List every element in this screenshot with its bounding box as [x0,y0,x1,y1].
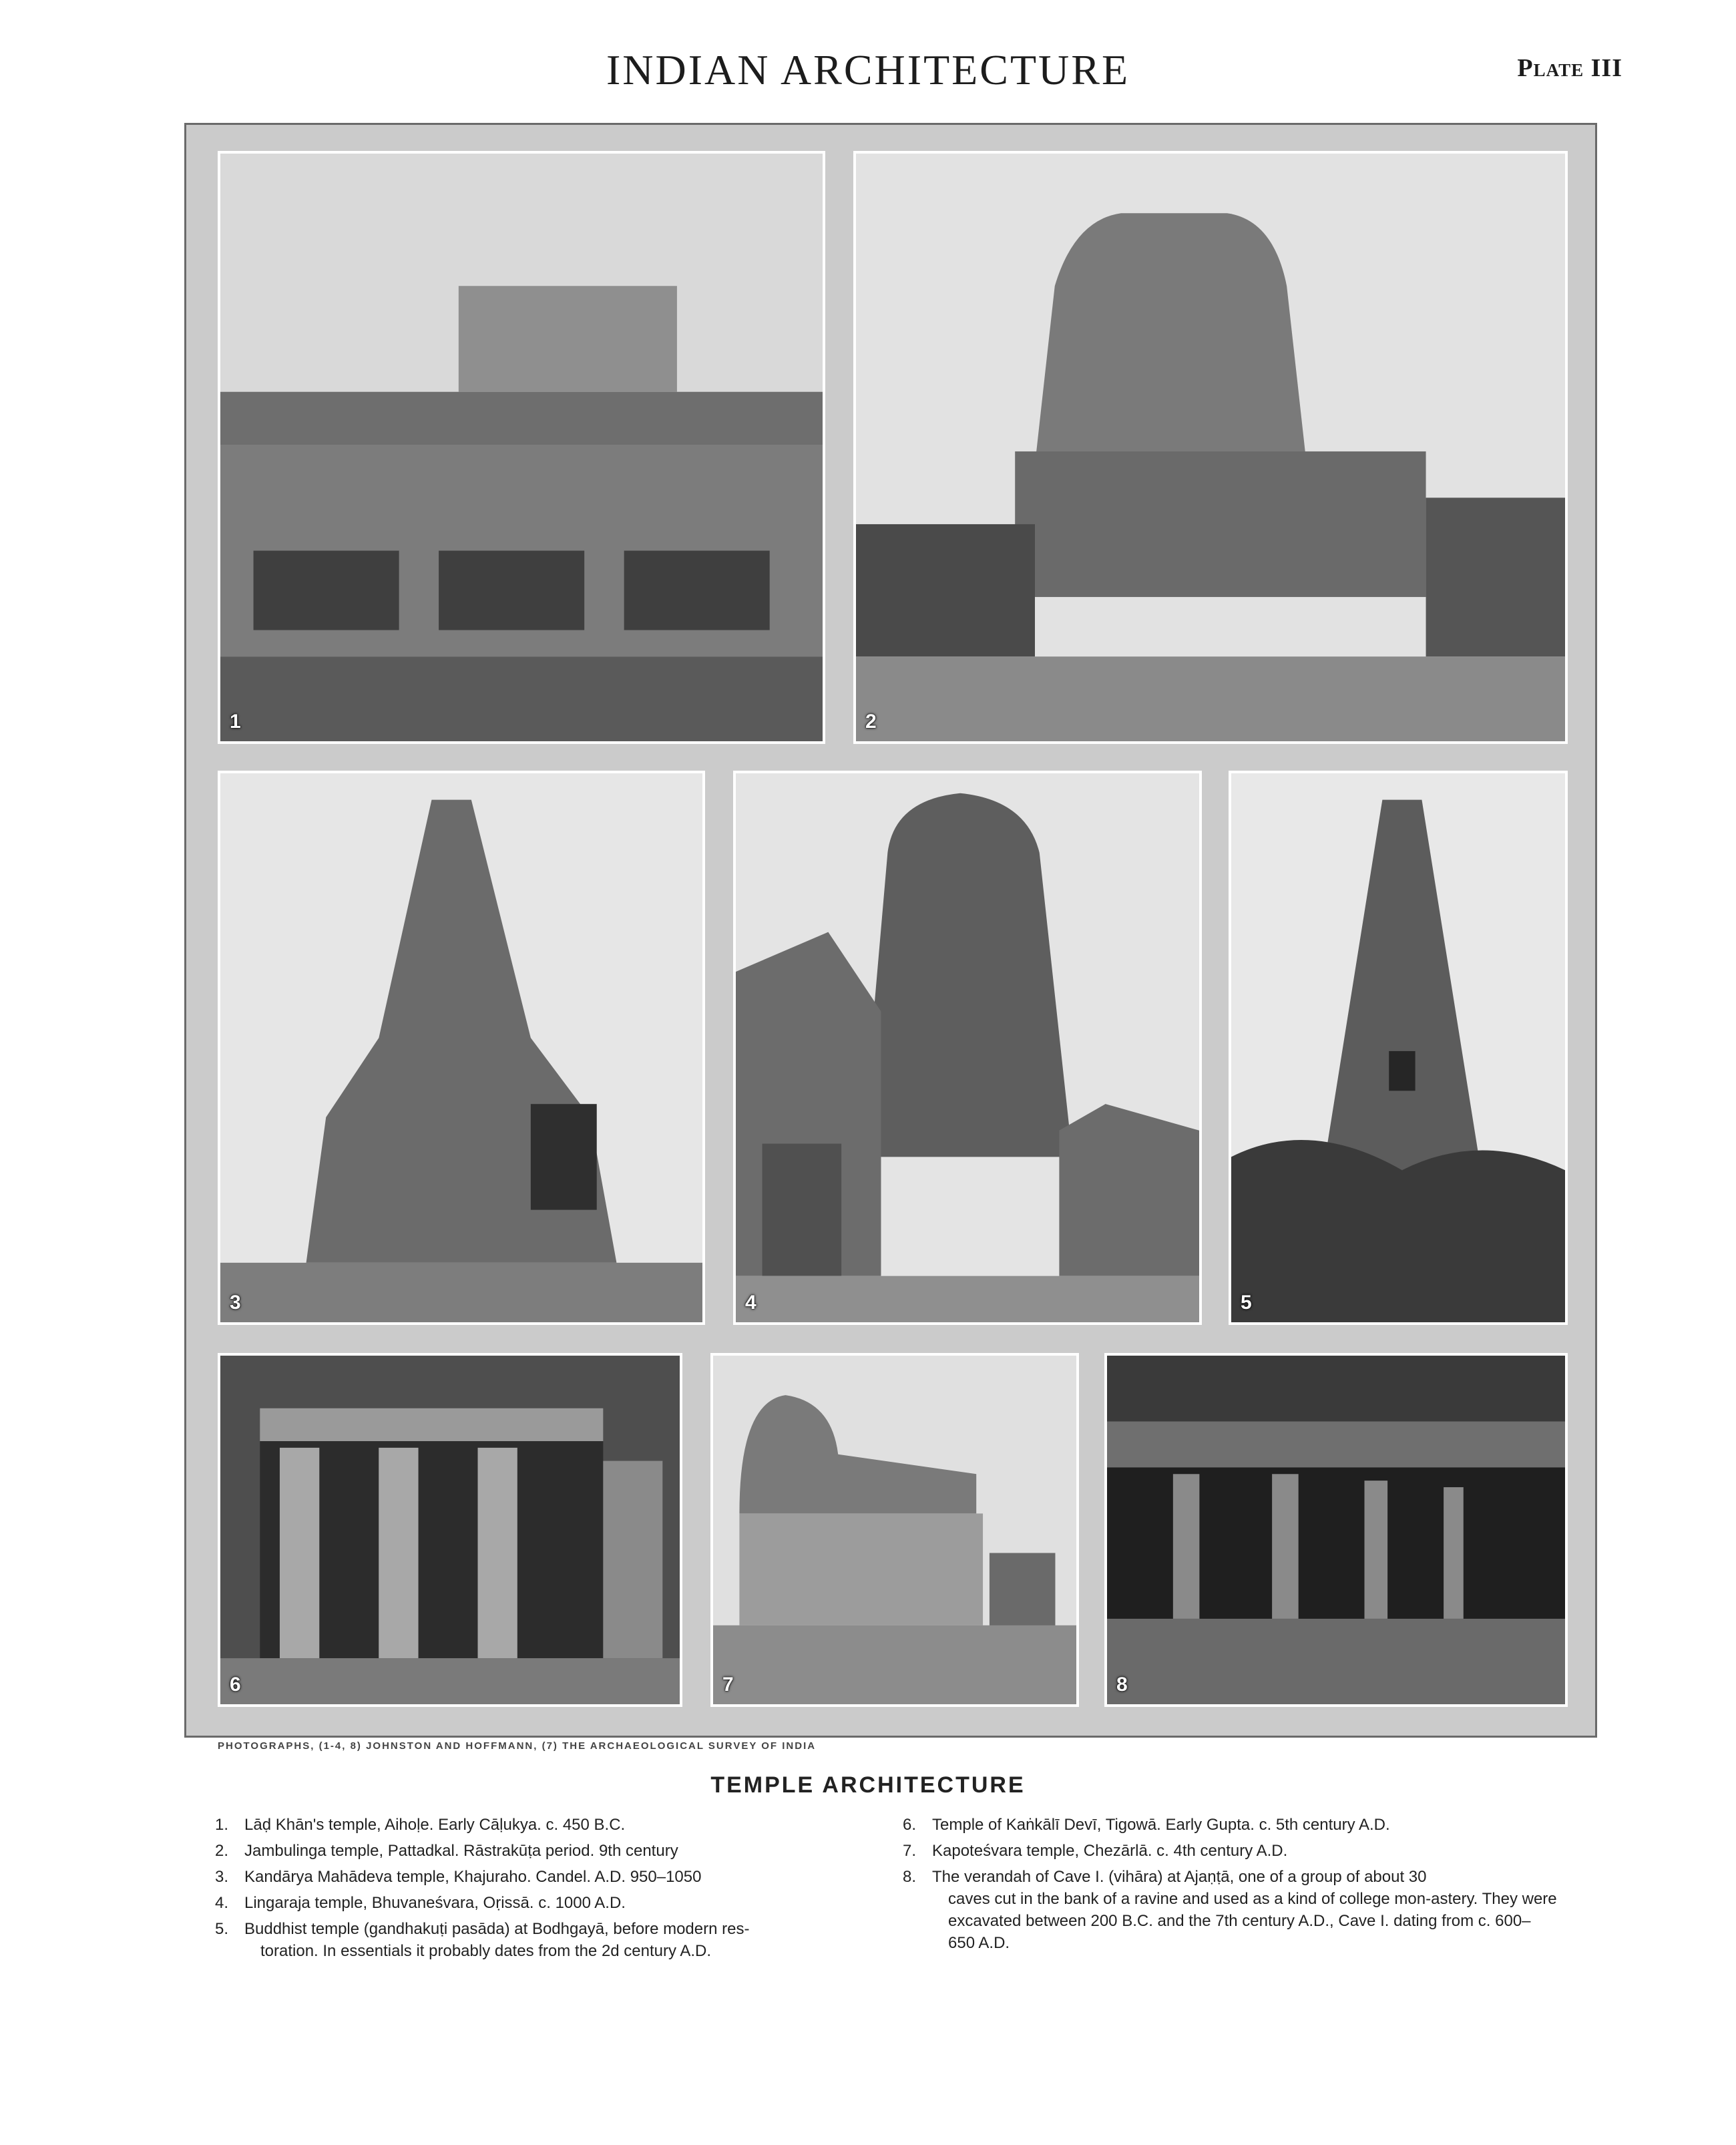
caption-number: 8. [903,1868,917,1886]
caption-text: Kapoteśvara temple, Chezārlā. c. 4th century A.D. [932,1842,1288,1860]
caption-number: 7. [903,1842,917,1860]
caption-item [215,1866,883,1888]
temple-illustration [713,1356,1076,1704]
caption-text [932,1866,1557,1954]
temple-illustration [1231,773,1565,1322]
caption-continuation: toration. In essentials it probably dates from the 2d century A.D. [260,1942,712,1960]
photo-number: 2 [865,711,877,733]
temple-illustration [220,1356,680,1704]
photo-number: 5 [1241,1292,1252,1314]
temple-illustration [736,773,1199,1322]
caption-heading: TEMPLE ARCHITECTURE [710,1772,1026,1798]
caption-text [244,1918,883,1962]
temple-illustration [220,154,823,741]
caption-number: 4. [215,1894,229,1912]
photo-number: 1 [230,711,241,733]
caption-item [215,1892,883,1914]
photo-6-kankali-devi-temple [218,1353,682,1707]
photo-number: 7 [722,1674,734,1696]
caption-continuation: caves cut in the bank of a ravine and used as a kind of college mon-astery. They were excavated between 200 B.C. and the 7th century A.D., Cave I. dating from c. 600–650 A.D. [948,1890,1557,1952]
temple-illustration [220,773,702,1322]
caption-line: Buddhist temple (gandhakuṭi pasāda) at Bodhgayā, before modern res- [244,1920,750,1938]
photo-number: 3 [230,1292,241,1314]
caption-item [215,1814,883,1836]
photo-7-kapotesvara-temple [710,1353,1079,1707]
caption-number: 5. [215,1920,229,1938]
photo-number: 4 [745,1292,756,1314]
photo-number: 6 [230,1674,241,1696]
caption-text: Temple of Kaṅkālī Devī, Tigowā. Early Gupta. c. 5th century A.D. [932,1816,1390,1834]
photo-credit: PHOTOGRAPHS, (1-4, 8) JOHNSTON AND HOFFMANN, (7) THE ARCHAEOLOGICAL SURVEY OF INDIA [218,1740,817,1752]
photo-number: 8 [1116,1674,1128,1696]
caption-item [215,1918,883,1962]
caption-item [903,1866,1557,1954]
caption-number: 1. [215,1816,229,1834]
plate-label: Plate III [1517,54,1622,82]
page-title: INDIAN ARCHITECTURE [606,46,1130,93]
photo-1-lad-khan-temple [218,151,825,744]
photo-5-bodhgaya-temple [1229,771,1568,1325]
caption-list-right [903,1814,1557,1958]
caption-item [215,1840,883,1862]
caption-text: Lingaraja temple, Bhuvaneśvara, Oṛissā. c. 1000 A.D. [244,1894,626,1912]
caption-number: 6. [903,1816,917,1834]
caption-text: Jambulinga temple, Pattadkal. Rāstrakūṭa period. 9th century [244,1842,678,1860]
caption-item [903,1840,1557,1862]
photo-3-kandarya-mahadeva-temple [218,771,705,1325]
photo-2-jambulinga-temple [853,151,1568,744]
caption-number: 2. [215,1842,229,1860]
caption-text: Lāḍ Khān's temple, Aihoḷe. Early Cāḷukya. c. 450 B.C. [244,1816,626,1834]
caption-line: The verandah of Cave I. (vihāra) at Ajaṇṭā, one of a group of about 30 [932,1868,1427,1886]
photo-4-lingaraja-temple [733,771,1202,1325]
photo-8-ajanta-cave-verandah [1104,1353,1568,1707]
caption-number: 3. [215,1868,229,1886]
caption-text: Kandārya Mahādeva temple, Khajuraho. Candel. A.D. 950–1050 [244,1868,702,1886]
temple-illustration [856,154,1565,741]
caption-item [903,1814,1557,1836]
temple-illustration [1107,1356,1565,1704]
caption-list-left [215,1814,883,1966]
